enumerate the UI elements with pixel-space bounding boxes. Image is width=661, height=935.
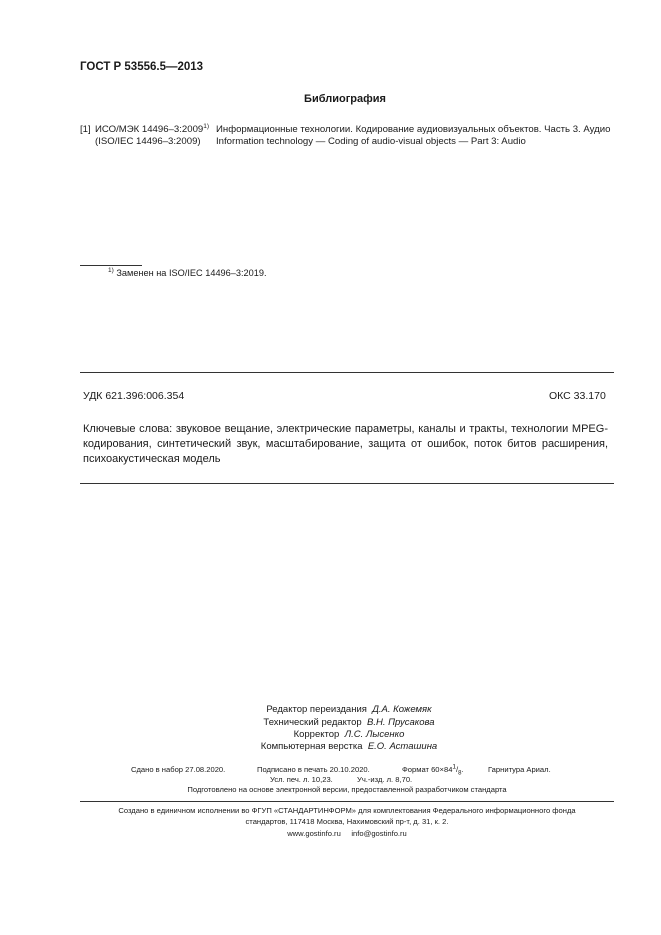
- bibliography-title: Библиография: [304, 93, 386, 105]
- publisher-site[interactable]: www.gostinfo.ru: [287, 829, 341, 838]
- credit-tech-editor: [220, 717, 478, 728]
- bib-entry-code-en: (ISO/IEC 14496–3:2009): [95, 136, 201, 147]
- imprint-signed: Подписано в печать 20.10.2020.: [257, 765, 370, 774]
- udk-code: УДК 621.396:006.354: [83, 390, 185, 402]
- keywords-line-3: психоакустическая модель: [83, 453, 221, 466]
- publisher-contacts: [80, 829, 614, 838]
- format-denominator: 8: [458, 770, 462, 777]
- keywords-line-1: Ключевые слова: звуковое вещание, электрические параметры, каналы и тракты, технологии MPEG-: [83, 423, 608, 435]
- credit-layout: [220, 741, 478, 752]
- keywords-divider: [80, 483, 614, 484]
- credit-role: Технический редактор: [263, 717, 362, 728]
- publisher-email[interactable]: info@gostinfo.ru: [351, 829, 407, 838]
- footnote-separator: [80, 265, 142, 266]
- publisher-line-2: стандартов, 117418 Москва, Нахимовский пр-т, д. 31, к. 2.: [245, 817, 449, 826]
- bib-entry-title-ru: Информационные технологии. Кодирование аудиовизуальных объектов. Часть 3. Аудио: [216, 124, 611, 135]
- publisher-divider: [80, 801, 614, 802]
- footnote-text: Заменен на ISO/IEC 14496–3:2019.: [116, 268, 267, 278]
- keywords-line-2: кодирования, синтетический звук, масштабирование, защита от ошибок, поток битов расширения,: [83, 438, 608, 451]
- imprint-font: Гарнитура Ариал.: [488, 765, 551, 774]
- credit-name: Е.О. Асташина: [367, 741, 438, 752]
- top-divider: [80, 372, 614, 373]
- credit-role: Редактор переиздания: [266, 704, 367, 715]
- bib-entry-number: [1]: [80, 124, 91, 135]
- keywords-block: [83, 422, 608, 468]
- credit-name: В.Н. Прусакова: [367, 717, 435, 728]
- publisher-line-1: Создано в единичном исполнении во ФГУП «СТАНДАРТИНФОРМ» для комплектования Федерального информационного фонда: [118, 806, 576, 815]
- credit-role: Корректор: [293, 729, 340, 740]
- imprint-sheets: Усл. печ. л. 10,23.: [270, 775, 333, 784]
- imprint-format: Формат $60\times 84^1/_8$.: [402, 763, 464, 777]
- oks-code: ОКС 33.170: [549, 390, 606, 402]
- bib-entry-code-ru: [95, 124, 209, 135]
- credit-proofreader: [220, 729, 478, 740]
- format-numerator: 1: [452, 763, 457, 771]
- bib-entry-title-en: Information technology — Coding of audio-visual objects — Part 3: Audio: [216, 136, 526, 147]
- credit-name: Д.А. Кожемяк: [372, 704, 432, 715]
- format-prefix: Формат 60×84: [402, 765, 453, 774]
- imprint-pub-sheets: Уч.-изд. л. 8,70.: [357, 775, 413, 784]
- credit-role: Компьютерная верстка: [260, 741, 363, 752]
- imprint-sent: Сдано в набор 27.08.2020.: [131, 765, 226, 774]
- bib-code-ru-text: ИСО/МЭК 14496–3:2009: [95, 124, 204, 135]
- bib-code-ru-footnote-mark: 1): [203, 122, 210, 130]
- credit-name: Л.С. Лысенко: [344, 729, 405, 740]
- standard-number: ГОСТ Р 53556.5—2013: [80, 61, 204, 73]
- footnote-mark: 1): [108, 266, 114, 274]
- credit-editor: [220, 704, 478, 715]
- imprint-prepared: Подготовлено на основе электронной версии, предоставленной разработчиком стандарта: [187, 785, 507, 794]
- footnote: [108, 268, 267, 278]
